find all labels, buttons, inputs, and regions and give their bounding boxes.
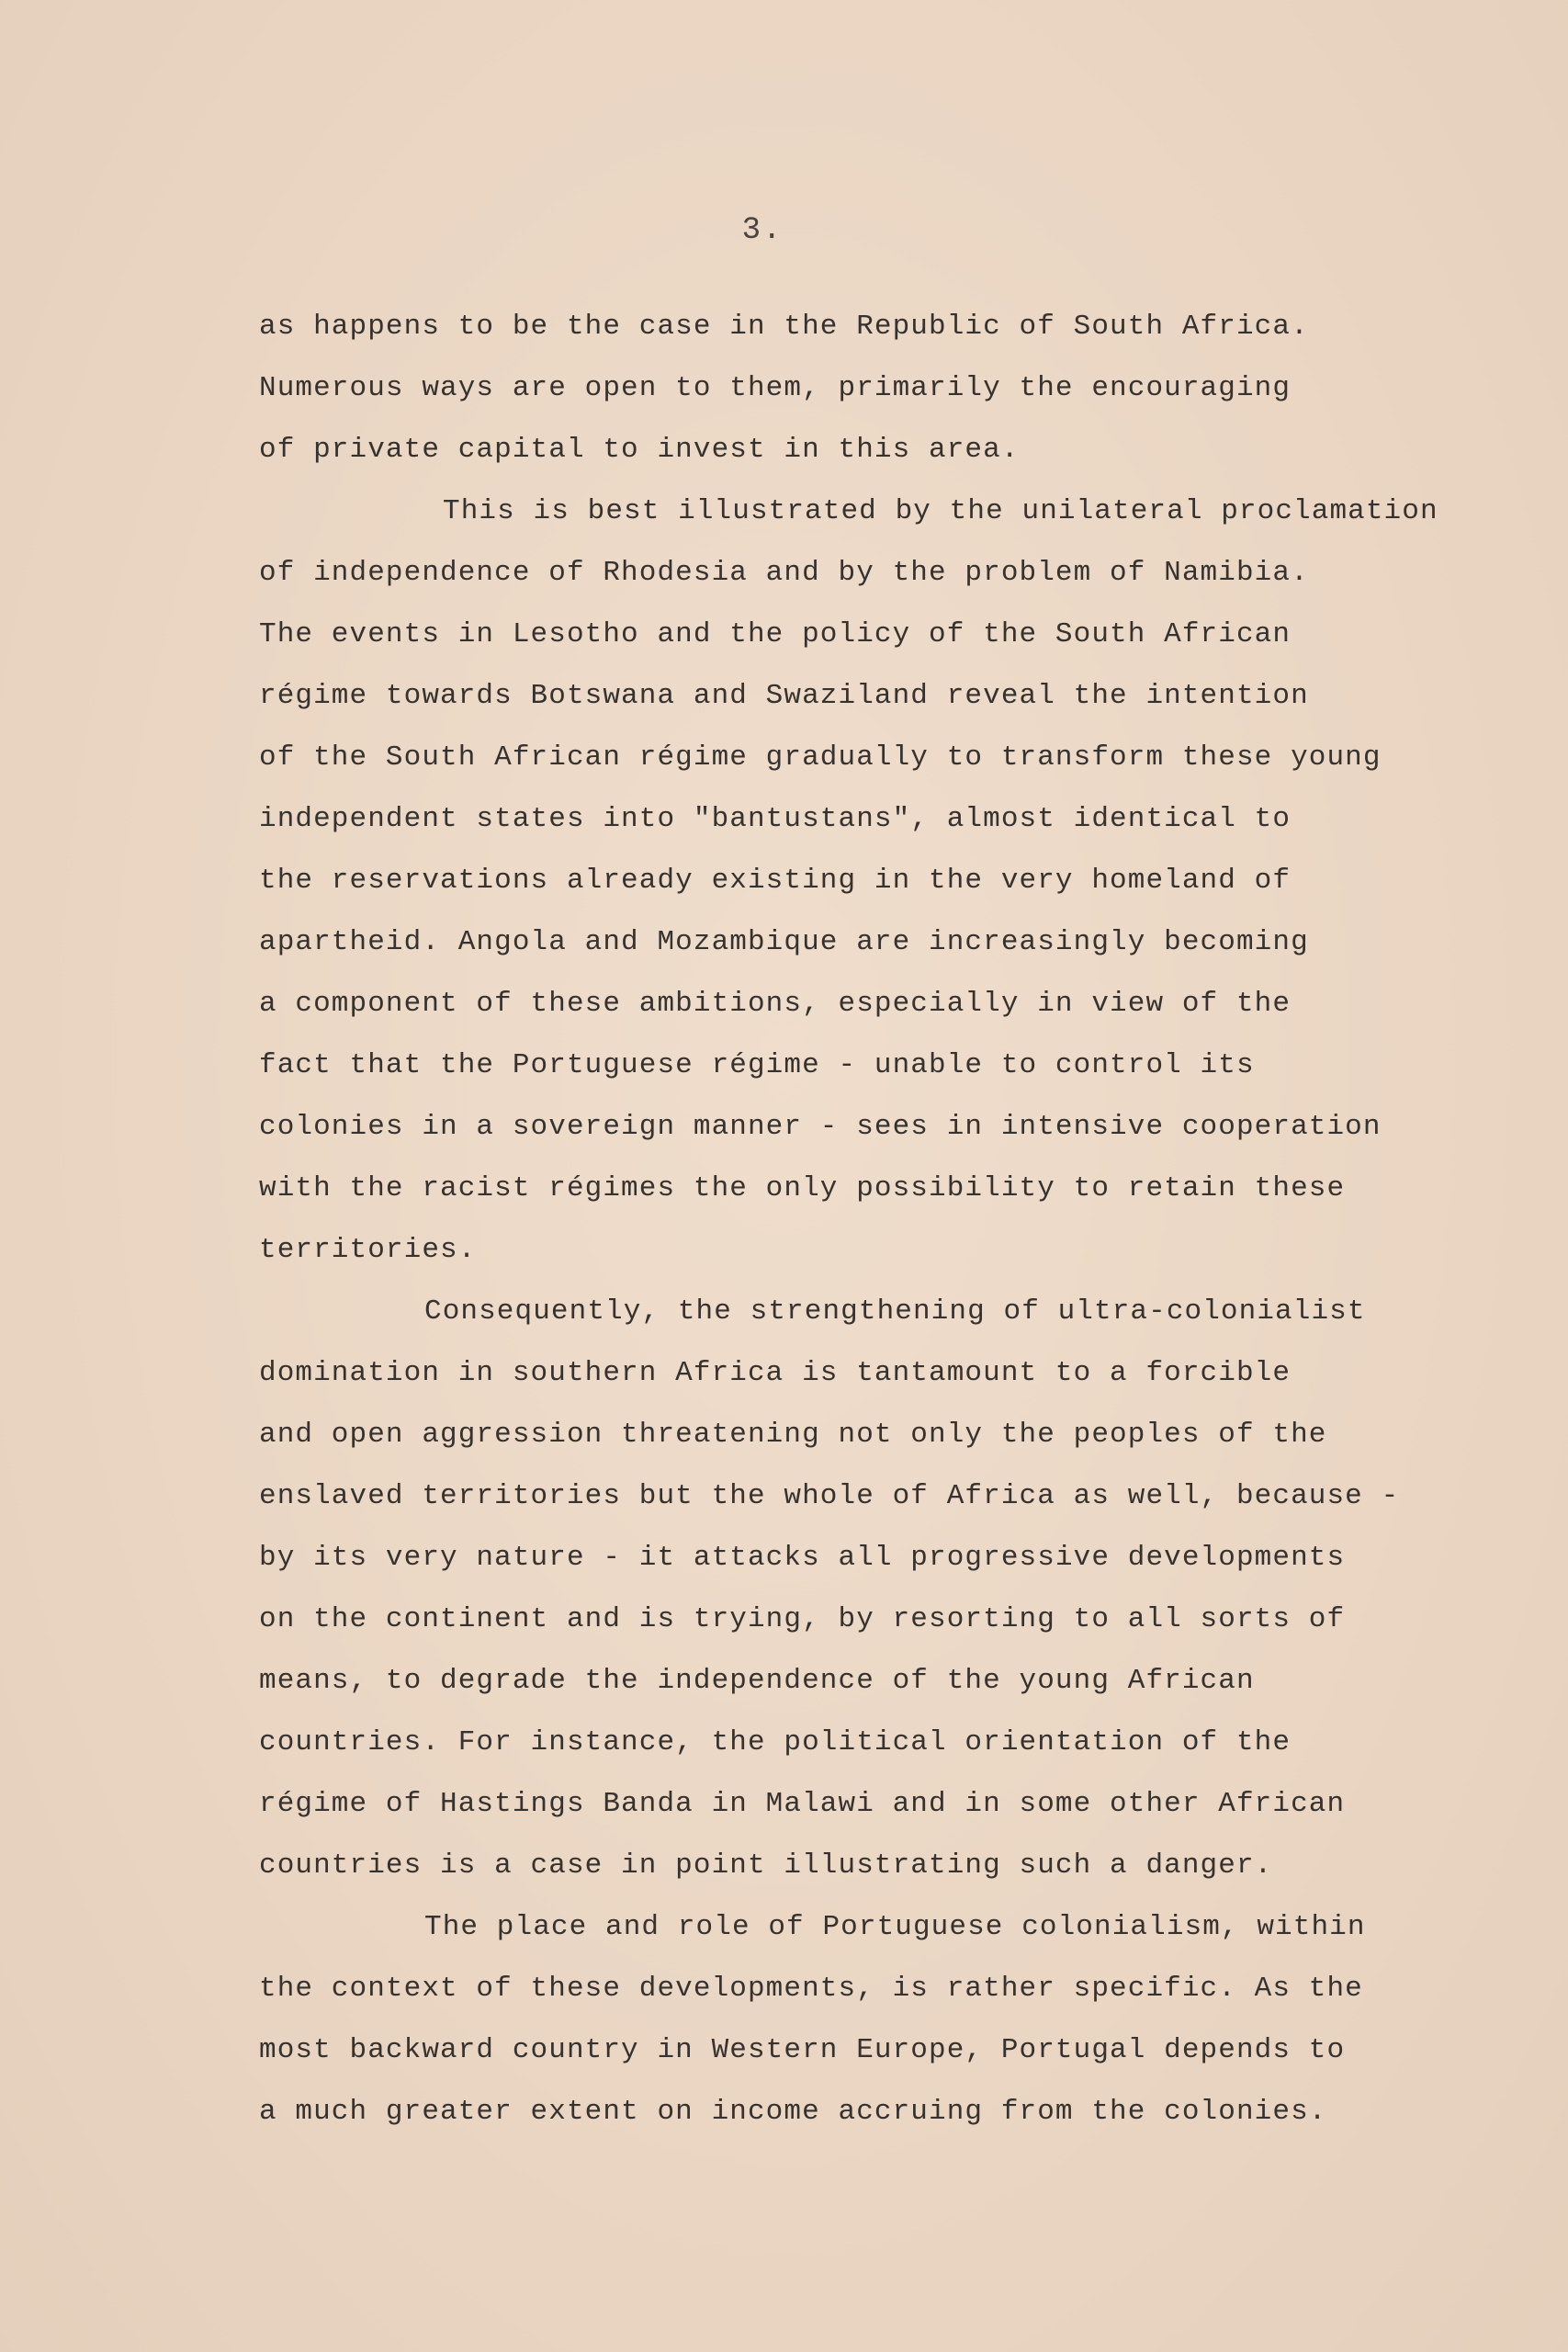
- text-line: the context of these developments, is rather specific. As the: [259, 1973, 1363, 2005]
- text-line: régime towards Botswana and Swaziland reveal the intention: [259, 680, 1309, 712]
- text-line: on the continent and is trying, by resorting to all sorts of: [259, 1603, 1346, 1635]
- text-line: countries is a case in point illustrating such a danger.: [259, 1849, 1273, 1882]
- text-line: the reservations already existing in the very homeland of: [259, 865, 1292, 897]
- text-line: independent states into "bantustans", almost identical to: [259, 803, 1292, 835]
- text-line: by its very nature - it attacks all progressive developments: [259, 1542, 1346, 1574]
- text-line: domination in southern Africa is tantamount to a forcible: [259, 1357, 1292, 1389]
- text-line: colonies in a sovereign manner - sees in intensive cooperation: [259, 1111, 1382, 1143]
- text-line: of independence of Rhodesia and by the problem of Namibia.: [259, 557, 1309, 589]
- text-line: Numerous ways are open to them, primarily the encouraging: [259, 372, 1292, 404]
- text-line: a component of these ambitions, especially in view of the: [259, 988, 1292, 1020]
- text-line: The events in Lesotho and the policy of the South African: [259, 618, 1292, 650]
- page-number: 3.: [741, 213, 784, 248]
- text-line: of private capital to invest in this area.: [259, 434, 1020, 466]
- text-line: apartheid. Angola and Mozambique are increasingly becoming: [259, 926, 1309, 958]
- text-line: régime of Hastings Banda in Malawi and in some other African: [259, 1788, 1346, 1820]
- text-line: territories.: [259, 1234, 477, 1266]
- text-line: most backward country in Western Europe, Portugal depends to: [259, 2034, 1346, 2066]
- text-line: a much greater extent on income accruing from the colonies.: [259, 2096, 1327, 2128]
- text-line: of the South African régime gradually to transform these young: [259, 741, 1382, 774]
- paragraph-start-line: This is best illustrated by the unilateral proclamation: [443, 495, 1438, 527]
- body-text: [259, 296, 1490, 2143]
- paragraph-start-line: Consequently, the strengthening of ultra-colonialist: [424, 1295, 1366, 1328]
- text-line: means, to degrade the independence of the young African: [259, 1665, 1255, 1697]
- text-line: countries. For instance, the political orientation of the: [259, 1726, 1292, 1758]
- text-line: and open aggression threatening not only the peoples of the: [259, 1419, 1327, 1451]
- text-line: enslaved territories but the whole of Africa as well, because -: [259, 1480, 1400, 1512]
- paragraph-start-line: The place and role of Portuguese colonialism, within: [424, 1911, 1366, 1943]
- text-line: with the racist régimes the only possibility to retain these: [259, 1172, 1346, 1204]
- text-line: fact that the Portuguese régime - unable to control its: [259, 1049, 1255, 1081]
- text-line: as happens to be the case in the Republic of South Africa.: [259, 311, 1309, 343]
